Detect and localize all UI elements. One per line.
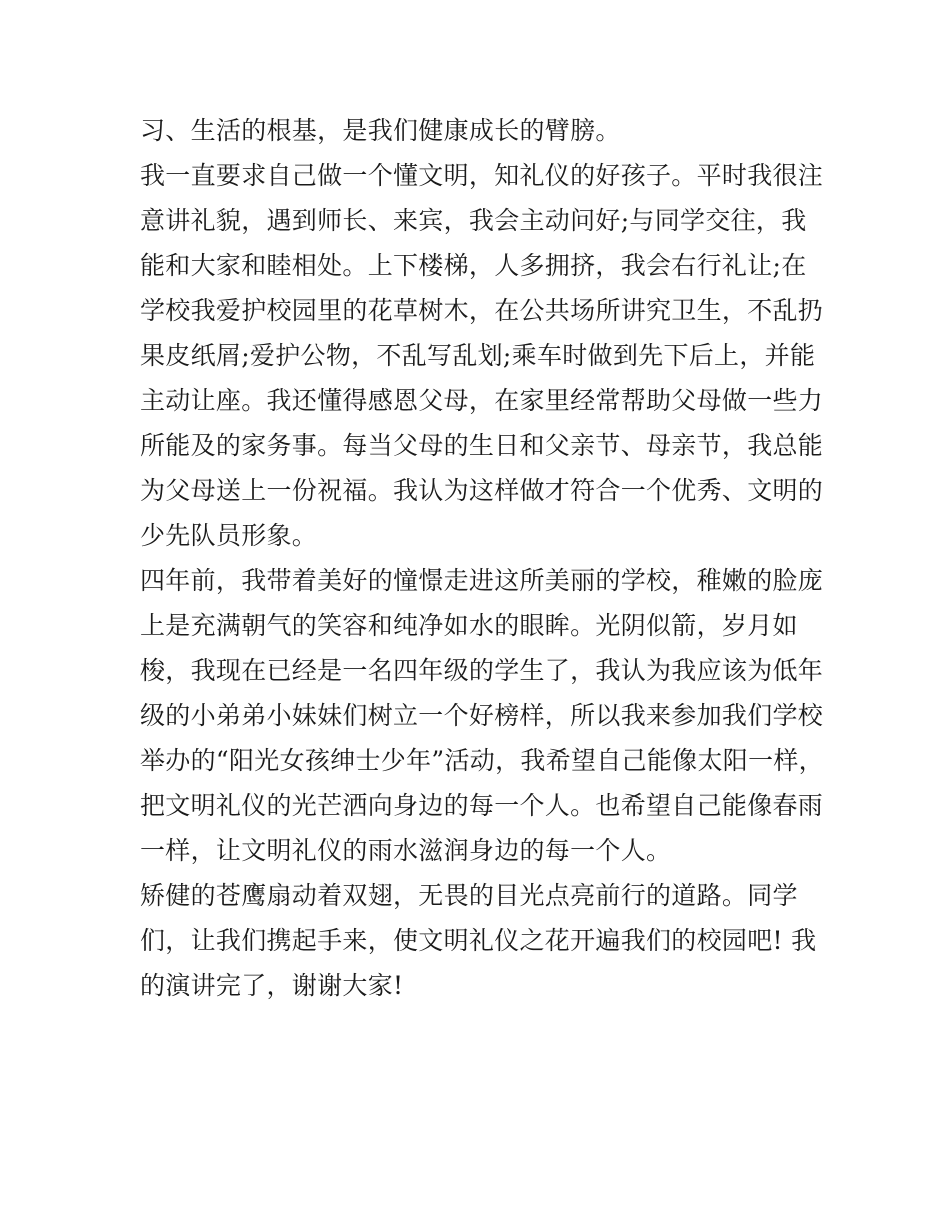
speech-text bbox=[140, 108, 824, 1008]
text-line: 所能及的家务事。每当父母的生日和父亲节、母亲节，我总能 bbox=[140, 431, 824, 460]
text-line: 梭，我现在已经是一名四年级的学生了，我认为我应该为低年 bbox=[140, 656, 824, 685]
text-line: 果皮纸屑;爱护公物，不乱写乱划;乘车时做到先下后上，并能 bbox=[140, 341, 816, 370]
text-line: 举办的“阳光女孩绅士少年”活动，我希望自己能像太阳一样， bbox=[140, 746, 824, 775]
text-line: 的演讲完了，谢谢大家! bbox=[140, 971, 404, 1000]
text-line: 能和大家和睦相处。上下楼梯，人多拥挤，我会右行礼让;在 bbox=[140, 251, 807, 280]
text-line: 们，让我们携起手来，使文明礼仪之花开遍我们的校园吧! 我 bbox=[140, 926, 817, 955]
text-line: 四年前，我带着美好的憧憬走进这所美丽的学校，稚嫩的脸庞 bbox=[140, 566, 824, 595]
text-line: 学校我爱护校园里的花草树木，在公共场所讲究卫生，不乱扔 bbox=[140, 296, 824, 325]
text-line: 主动让座。我还懂得感恩父母，在家里经常帮助父母做一些力 bbox=[140, 386, 824, 415]
text-line: 我一直要求自己做一个懂文明，知礼仪的好孩子。平时我很注 bbox=[140, 161, 824, 190]
text-line: 把文明礼仪的光芒洒向身边的每一个人。也希望自己能像春雨 bbox=[140, 791, 824, 820]
text-line: 级的小弟弟小妹妹们树立一个好榜样，所以我来参加我们学校 bbox=[140, 701, 824, 730]
text-line: 一样，让文明礼仪的雨水滋润身边的每一个人。 bbox=[140, 836, 672, 865]
text-line: 意讲礼貌，遇到师长、来宾，我会主动问好;与同学交往，我 bbox=[140, 206, 807, 235]
text-line: 少先队员形象。 bbox=[140, 521, 318, 550]
text-line: 矫健的苍鹰扇动着双翅，无畏的目光点亮前行的道路。同学 bbox=[140, 881, 798, 910]
text-line: 上是充满朝气的笑容和纯净如水的眼眸。光阴似箭，岁月如 bbox=[140, 611, 798, 640]
text-line: 为父母送上一份祝福。我认为这样做才符合一个优秀、文明的 bbox=[140, 476, 824, 505]
text-line: 习、生活的根基，是我们健康成长的臂膀。 bbox=[140, 116, 621, 145]
